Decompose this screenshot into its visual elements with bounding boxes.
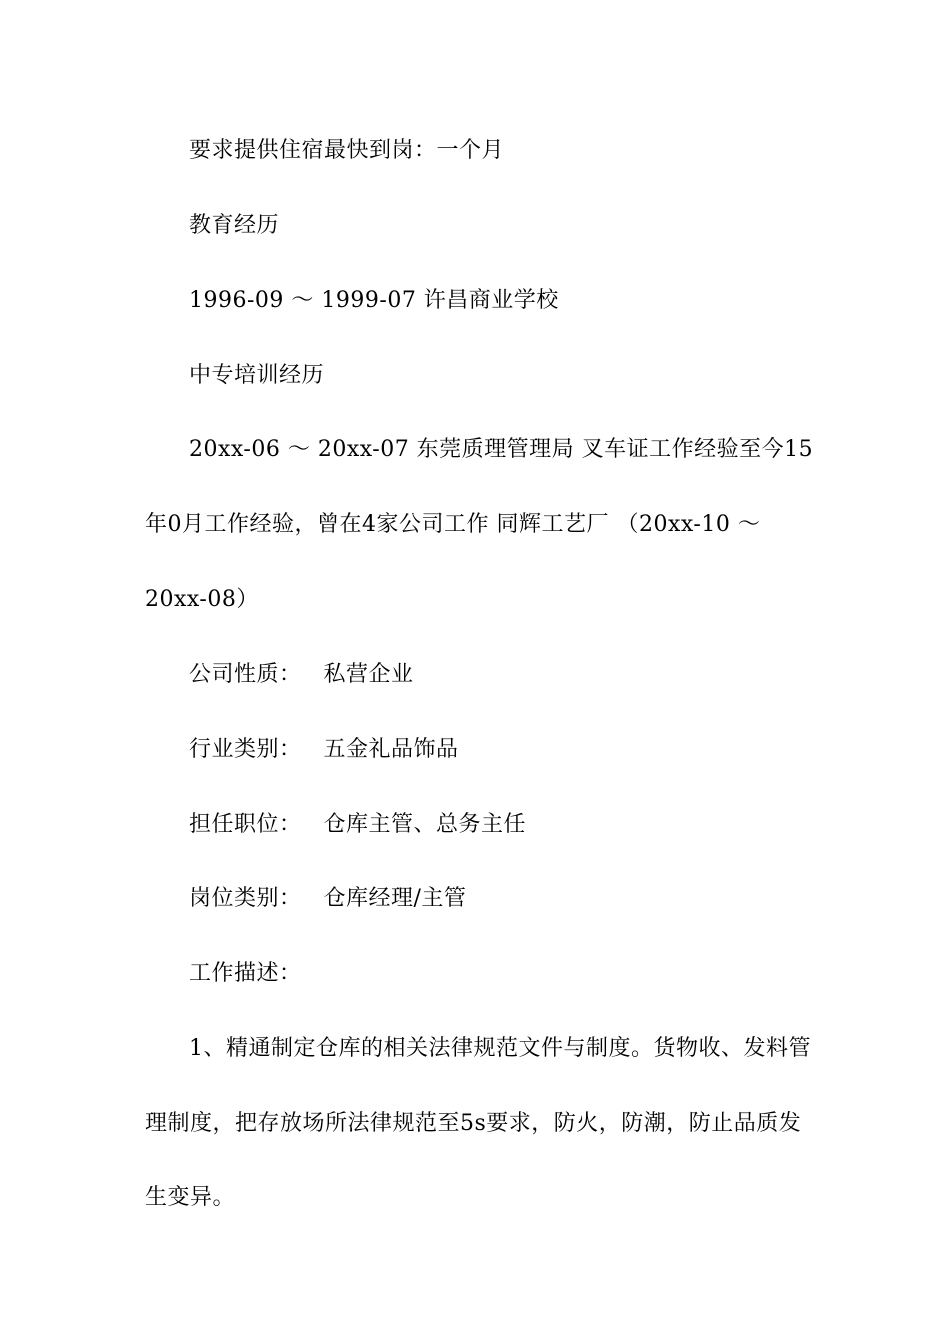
job-category-label: 岗位类别： [189,886,302,911]
description-line-3: 生变异。 [145,1185,236,1210]
position-value: 仓库主管、总务主任 [323,812,527,837]
company-type-value: 私营企业 [323,662,414,687]
company-type-label: 公司性质： [189,662,302,687]
training-heading: 中专培训经历 [189,363,325,388]
description-line-1: 1、精通制定仓库的相关法律规范文件与制度。货物收、发料管 [189,1036,811,1061]
accommodation-line: 要求提供住宿最快到岗：一个月 [189,138,505,163]
training-entry-line-1: 20xx-06 ～ 20xx-07 东莞质理管理局 叉车证工作经验至今15 [189,437,814,462]
industry-label: 行业类别： [189,737,302,762]
training-entry-line-2: 年0月工作经验，曾在4家公司工作 同辉工艺厂 （20xx-10 ～ [145,512,761,537]
job-category-row [189,884,466,914]
position-row [189,810,526,840]
job-description-heading: 工作描述： [189,961,302,986]
industry-value: 五金礼品饰品 [323,737,459,762]
education-heading: 教育经历 [189,213,280,238]
industry-row [189,735,459,765]
job-category-value: 仓库经理/主管 [323,886,467,911]
company-type-row [189,660,414,690]
position-label: 担任职位： [189,812,302,837]
description-line-2: 理制度，把存放场所法律规范至5s要求，防火，防潮，防止品质发 [145,1111,802,1136]
education-entry: 1996-09 ～ 1999-07 许昌商业学校 [189,288,559,313]
training-entry-line-3: 20xx-08） [145,587,259,612]
